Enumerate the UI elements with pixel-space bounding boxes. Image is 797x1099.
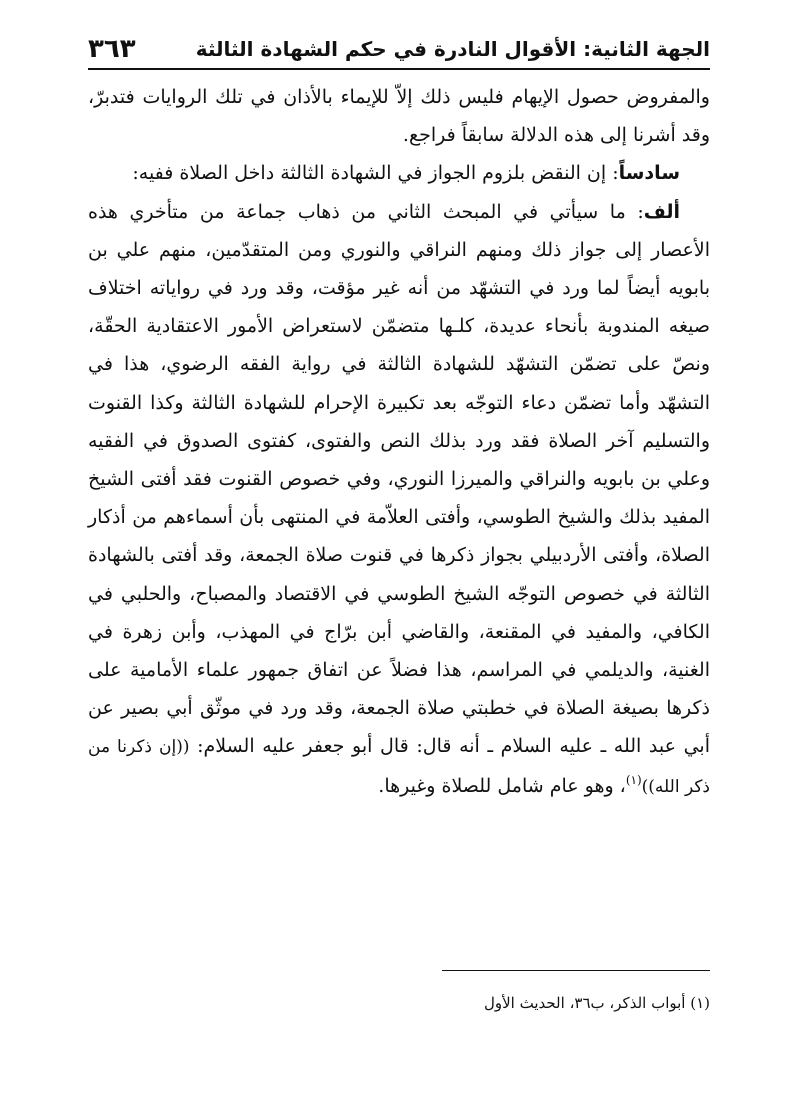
paragraph-2 — [88, 154, 710, 192]
main-text — [88, 78, 710, 806]
header-divider — [88, 68, 710, 70]
paragraph-3-ending: ، وهو عام شامل للصلاة وغيرها. — [378, 774, 626, 797]
paragraph-2-text: : إن النقض بلزوم الجواز في الشهادة الثالثة داخل الصلاة ففيه: — [132, 162, 619, 185]
running-header — [88, 28, 710, 64]
footnote-reference: (١) — [625, 772, 642, 787]
footnote-divider — [442, 970, 710, 971]
header-title: الجهة الثانية: الأقوال النادرة في حكم الشهادة الثالثة — [195, 37, 710, 61]
paragraph-2-lead: سادساً — [618, 162, 680, 185]
paragraph-3 — [88, 193, 710, 806]
page-number: ٣٦٣ — [88, 34, 136, 64]
paragraph-3-text: : ما سيأتي في المبحث الثاني من ذهاب جماعة من متأخري هذه الأعصار إلى جواز ذلك ومنهم النراقي والنوري ومن المتقدّمين، منهم علي بن بابويه أيضاً لما ورد في التشهّد من أنه غير مؤقت، وقد ورد في رواياته اختلاف صيغه المندوبة بأنحاء عديدة، كلـها متضمّن لاستعراض الأمور الاعتقادية الحقّة، ونصّ على تضمّن التشهّد للشهادة الثالثة في رواية الفقه الرضوي، هذا في التشهّد وأما تضمّن دعاء التوجّه بعد تكبيرة الإحرام للشهادة الثالثة وكذا القنوت والتسليم آخر الصلاة فقد ورد بذلك النص والفتوى، كفتوى الصدوق في الفقيه وعلي بن بابويه والنراقي والميرزا النوري، وفي خصوص القنوت فقد أفتى الشيخ المفيد بذلك والشيخ الطوسي، وأفتى العلاّمة في المنتهى بأن أسماءهم من أذكار الصلاة، وأفتى الأردبيلي بجواز ذكرها في قنوت صلاة الجمعة، وقد أفتى بالشهادة الثالثة في خصوص التوجّه الشيخ الطوسي في الاقتصاد والمصباح، والحلبي في الكافي، والمفيد في المقنعة، والقاضي أبن برّاج في المهذب، وأبن زهرة في الغنية، والديلمي في المراسم، هذا فضلاً عن اتفاق جمهور علماء الأمامية على ذكرها بصيغة الصلاة في خطبتي صلاة الجمعة، وقد ورد في موثّق أبي بصير عن أبي عبد الله ـ عليه السلام ـ أنه قال: قال أبو جعفر عليه السلام: — [88, 200, 711, 758]
paragraph-1-text: والمفروض حصول الإيهام فليس ذلك إلاّ للإيماء بالأذان في تلك الروايات فتدبرّ، وقد أشرنا إلى هذه الدلالة سابقاً فراجع. — [88, 86, 710, 147]
paragraph-1 — [88, 78, 710, 154]
footnote: (١) أبواب الذكر، ب٣٦، الحديث الأول — [483, 994, 710, 1012]
paragraph-3-lead: ألف — [643, 200, 680, 223]
hadith-quote: ((إن ذكرنا من ذكر الله)) — [88, 737, 710, 797]
